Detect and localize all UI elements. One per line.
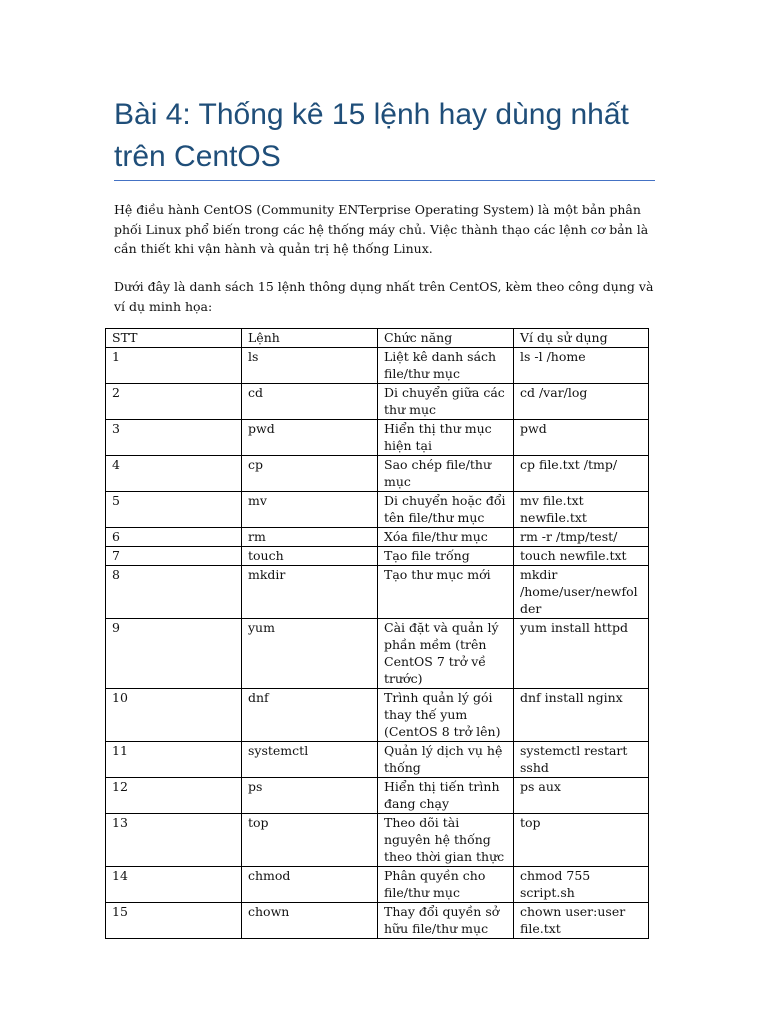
table-row [106, 867, 649, 903]
cell-command: top [242, 814, 378, 867]
cell-stt: 15 [106, 903, 242, 939]
cell-function: Quản lý dịch vụ hệ thống [378, 742, 514, 778]
cell-function: Trình quản lý gói thay thế yum (CentOS 8 trở lên) [378, 689, 514, 742]
table-row [106, 456, 649, 492]
header-stt: STT [106, 329, 242, 348]
cell-command: ls [242, 348, 378, 384]
cell-example: yum install httpd [514, 619, 649, 689]
cell-function: Theo dõi tài nguyên hệ thống theo thời gian thực [378, 814, 514, 867]
cell-stt: 11 [106, 742, 242, 778]
cell-function: Hiển thị tiến trình đang chạy [378, 778, 514, 814]
cell-stt: 8 [106, 566, 242, 619]
cell-stt: 7 [106, 547, 242, 566]
cell-command: ps [242, 778, 378, 814]
cell-example: dnf install nginx [514, 689, 649, 742]
cell-command: cp [242, 456, 378, 492]
table-row [106, 384, 649, 420]
cell-stt: 1 [106, 348, 242, 384]
cell-command: touch [242, 547, 378, 566]
cell-function: Sao chép file/thư mục [378, 456, 514, 492]
cell-function: Di chuyển hoặc đổi tên file/thư mục [378, 492, 514, 528]
cell-function: Tạo thư mục mới [378, 566, 514, 619]
table-row [106, 547, 649, 566]
cell-example: mv file.txt newfile.txt [514, 492, 649, 528]
cell-function: Tạo file trống [378, 547, 514, 566]
cell-stt: 10 [106, 689, 242, 742]
cell-example: pwd [514, 420, 649, 456]
cell-command: yum [242, 619, 378, 689]
cell-stt: 14 [106, 867, 242, 903]
cell-example: mkdir /home/user/newfolder [514, 566, 649, 619]
cell-example: touch newfile.txt [514, 547, 649, 566]
cell-command: pwd [242, 420, 378, 456]
cell-stt: 12 [106, 778, 242, 814]
cell-function: Liệt kê danh sách file/thư mục [378, 348, 514, 384]
title-underline [114, 180, 655, 181]
table-row [106, 528, 649, 547]
intro-paragraph: Hệ điều hành CentOS (Community ENTerprise Operating System) là một bản phân phối Linux phổ biến trong các hệ thống máy chủ. Việc thành thạo các lệnh cơ bản là cần thiết khi vận hành và quản trị hệ thống Linux. [114, 202, 649, 256]
cell-example: chown user:user file.txt [514, 903, 649, 939]
cell-stt: 6 [106, 528, 242, 547]
cell-function: Cài đặt và quản lý phần mềm (trên CentOS 7 trở về trước) [378, 619, 514, 689]
cell-stt: 5 [106, 492, 242, 528]
cell-function: Di chuyển giữa các thư mục [378, 384, 514, 420]
cell-example: cp file.txt /tmp/ [514, 456, 649, 492]
cell-command: systemctl [242, 742, 378, 778]
document-title: Bài 4: Thống kê 15 lệnh hay dùng nhất trên CentOS [114, 98, 629, 173]
cell-function: Hiển thị thư mục hiện tại [378, 420, 514, 456]
table-row [106, 689, 649, 742]
table-header-row [106, 329, 649, 348]
table-row [106, 742, 649, 778]
cell-stt: 13 [106, 814, 242, 867]
cell-command: chown [242, 903, 378, 939]
table-row [106, 492, 649, 528]
command-table [105, 328, 649, 939]
table-row [106, 348, 649, 384]
cell-command: dnf [242, 689, 378, 742]
header-function: Chức năng [378, 329, 514, 348]
cell-function: Phân quyền cho file/thư mục [378, 867, 514, 903]
cell-stt: 9 [106, 619, 242, 689]
cell-example: rm -r /tmp/test/ [514, 528, 649, 547]
cell-example: ls -l /home [514, 348, 649, 384]
lead-paragraph: Dưới đây là danh sách 15 lệnh thông dụng nhất trên CentOS, kèm theo công dụng và ví dụ minh họa: [114, 279, 654, 314]
cell-function: Thay đổi quyền sở hữu file/thư mục [378, 903, 514, 939]
cell-example: systemctl restart sshd [514, 742, 649, 778]
cell-example: chmod 755 script.sh [514, 867, 649, 903]
cell-command: rm [242, 528, 378, 547]
cell-example: top [514, 814, 649, 867]
table-body [106, 348, 649, 939]
cell-example: ps aux [514, 778, 649, 814]
cell-stt: 2 [106, 384, 242, 420]
table-row [106, 778, 649, 814]
cell-stt: 3 [106, 420, 242, 456]
cell-command: chmod [242, 867, 378, 903]
header-example: Ví dụ sử dụng [514, 329, 649, 348]
table-row [106, 814, 649, 867]
header-command: Lệnh [242, 329, 378, 348]
table-row [106, 903, 649, 939]
table-row [106, 420, 649, 456]
cell-command: cd [242, 384, 378, 420]
cell-stt: 4 [106, 456, 242, 492]
table-row [106, 566, 649, 619]
cell-command: mv [242, 492, 378, 528]
cell-function: Xóa file/thư mục [378, 528, 514, 547]
cell-example: cd /var/log [514, 384, 649, 420]
cell-command: mkdir [242, 566, 378, 619]
table-row [106, 619, 649, 689]
